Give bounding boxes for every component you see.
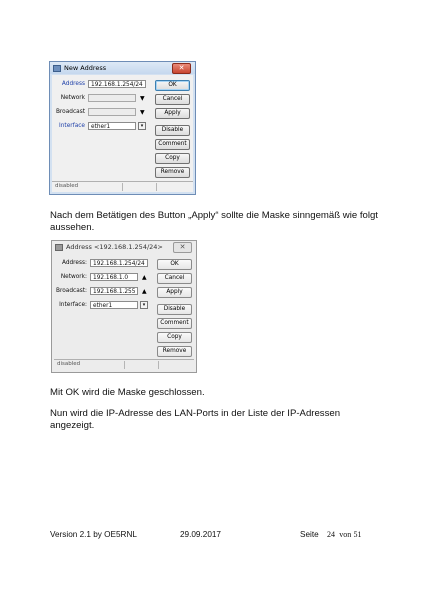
broadcast-label: Broadcast: [55, 109, 85, 115]
apply-button[interactable]: Apply: [155, 108, 190, 119]
broadcast-label: Broadcast:: [56, 288, 87, 294]
dialog-title: Address <192.168.1.254/24>: [66, 243, 163, 251]
comment-button[interactable]: Comment: [155, 139, 190, 150]
disable-button[interactable]: Disable: [155, 125, 190, 136]
window-icon: [53, 65, 61, 72]
broadcast-field[interactable]: [88, 108, 136, 116]
close-x-icon[interactable]: ✕: [172, 63, 191, 74]
paragraph-list: Nun wird die IP-Adresse des LAN-Ports in der Liste der IP-Adressen angezeigt.: [50, 408, 341, 431]
interface-combobox-icon[interactable]: ▾: [138, 122, 146, 130]
dialog-titlebar[interactable]: [52, 241, 196, 253]
status-divider: [156, 183, 157, 191]
interface-label: Interface:: [59, 302, 87, 308]
status-divider: [124, 361, 125, 369]
remove-button[interactable]: Remove: [155, 167, 190, 178]
interface-field[interactable]: ether1: [88, 122, 136, 130]
interface-field[interactable]: ether1: [90, 301, 138, 309]
network-label: Network:: [60, 274, 87, 280]
dialog-title: New Address: [64, 64, 107, 72]
broadcast-dropdown-icon[interactable]: ▼: [140, 109, 145, 116]
page-number: 24: [326, 530, 335, 539]
network-label: Network: [60, 95, 85, 101]
remove-button[interactable]: Remove: [157, 346, 192, 357]
cancel-button[interactable]: Cancel: [157, 273, 192, 284]
address-field[interactable]: 192.168.1.254/24: [90, 259, 148, 267]
comment-button[interactable]: Comment: [157, 318, 192, 329]
status-divider: [158, 361, 159, 369]
paragraph-after-apply: Nach dem Betätigen des Button „Apply“ sollte die Maske sinngemäß wie folgt aussehen.: [50, 210, 378, 233]
apply-button[interactable]: Apply: [157, 287, 192, 298]
status-bar: [54, 359, 194, 370]
page-label: Seite: [300, 530, 319, 539]
ok-button[interactable]: OK: [157, 259, 192, 270]
status-text: disabled: [57, 361, 81, 367]
page-of-label: von: [339, 530, 352, 539]
status-bar: [52, 181, 193, 192]
disable-button[interactable]: Disable: [157, 304, 192, 315]
network-field[interactable]: [88, 94, 136, 102]
footer-version: Version 2.1 by OE5RNL: [50, 530, 137, 539]
broadcast-up-arrow-icon[interactable]: ▲: [142, 288, 147, 295]
interface-combobox-icon[interactable]: ▾: [140, 301, 148, 309]
footer-date: 29.09.2017: [180, 530, 221, 539]
footer-page: [300, 530, 362, 539]
paragraph-ok: Mit OK wird die Maske geschlossen.: [50, 387, 205, 398]
network-up-arrow-icon[interactable]: ▲: [142, 274, 147, 281]
broadcast-field[interactable]: 192.168.1.255: [90, 287, 138, 295]
status-divider: [122, 183, 123, 191]
dialog-body: [52, 75, 193, 192]
window-icon: [55, 244, 63, 251]
dialog-titlebar[interactable]: [50, 62, 195, 74]
ok-button[interactable]: OK: [155, 80, 190, 91]
status-text: disabled: [55, 183, 79, 189]
network-dropdown-icon[interactable]: ▼: [140, 95, 145, 102]
network-field[interactable]: 192.168.1.0: [90, 273, 138, 281]
address-dialog: [51, 240, 197, 373]
address-label: Address:: [61, 260, 87, 266]
copy-button[interactable]: Copy: [157, 332, 192, 343]
page-total: 51: [353, 530, 362, 539]
close-x-icon[interactable]: ✕: [173, 242, 192, 253]
interface-label: Interface: [59, 123, 85, 129]
dialog-body: [54, 254, 194, 370]
address-field[interactable]: 192.168.1.254/24: [88, 80, 146, 88]
new-address-dialog: [49, 61, 196, 195]
cancel-button[interactable]: Cancel: [155, 94, 190, 105]
address-label: Address: [61, 81, 85, 87]
copy-button[interactable]: Copy: [155, 153, 190, 164]
